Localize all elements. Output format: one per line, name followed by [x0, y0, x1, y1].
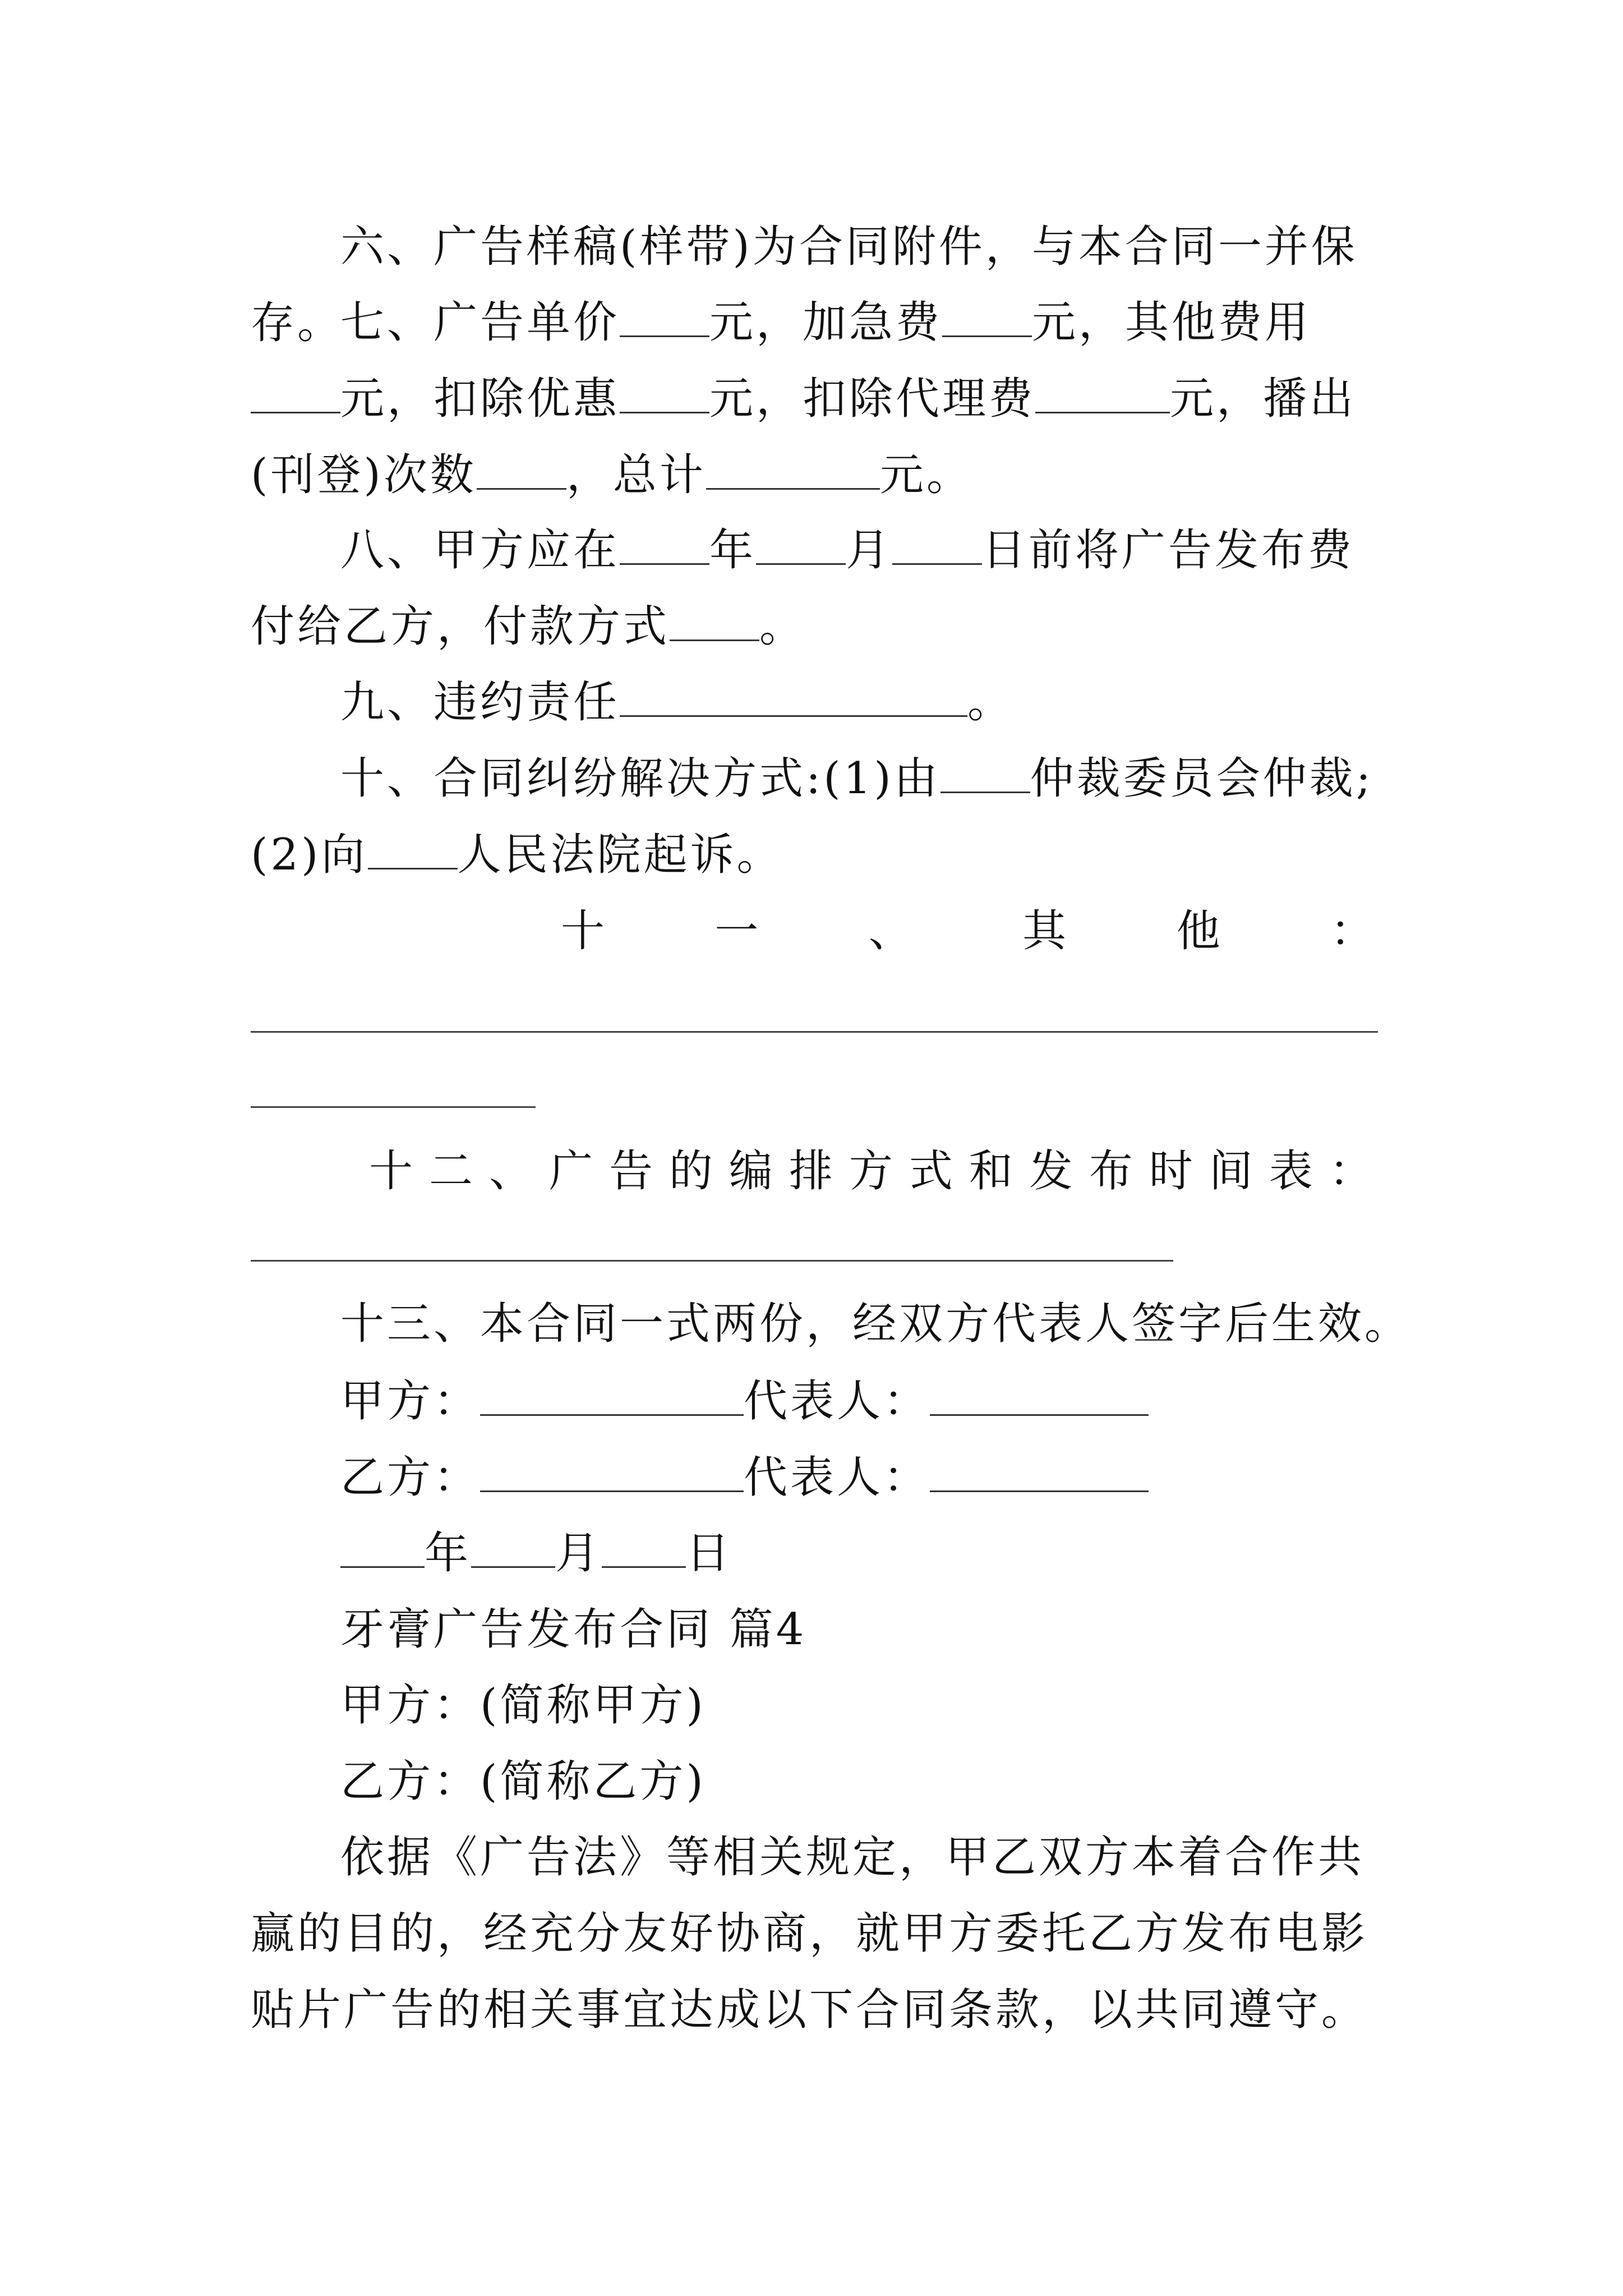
clause-7-text-f: 元，播出(刊登)次数: [251, 374, 1357, 500]
party-a-label: 甲方：: [340, 1376, 481, 1427]
month-blank: [756, 528, 846, 565]
representative-b-blank: [930, 1456, 1149, 1492]
clause-12-char: ：: [1329, 1146, 1373, 1197]
clause-9: [251, 664, 1395, 740]
sign-year-label: 年: [425, 1528, 472, 1579]
party-b-intro: 乙方：(简称乙方): [340, 1756, 706, 1807]
clause-12-char: 十: [369, 1146, 413, 1197]
signature-date-line: [340, 1515, 732, 1591]
clause-9-text-a: 九、违约责任: [340, 677, 620, 728]
sign-day-label: 日: [686, 1528, 733, 1579]
clause-11-blank-line-2: [251, 1106, 536, 1108]
payment-method-blank: [670, 605, 759, 641]
discount-blank: [620, 377, 709, 413]
clause-12-heading: [369, 1133, 1373, 1209]
clause-8-text-d: 日前将广告发布费付给乙方，付款方式: [251, 525, 1355, 652]
clause-12-char: 和: [969, 1146, 1013, 1197]
agency-fee-blank: [1035, 377, 1170, 413]
clause-9-text-b: 。: [967, 677, 1015, 728]
representative-a-blank: [930, 1379, 1149, 1416]
clause-11-blank-line-1: [251, 1031, 1378, 1033]
party-b-signature-line: [340, 1439, 1149, 1516]
clause-7-text-h: 元。: [879, 450, 973, 500]
clause-12-char: 编: [728, 1146, 773, 1197]
party-a-intro: 甲方：(简称甲方): [340, 1680, 706, 1731]
clause-11-char: 一: [714, 906, 759, 956]
representative-a-label: 代表人：: [744, 1376, 930, 1427]
clause-10-text-b: 仲裁委员会仲裁;(2)向: [251, 753, 1374, 880]
clause-13: 十三、本合同一式两份，经双方代表人签字后生效。: [340, 1299, 1412, 1349]
clause-7-text-e: 元，扣除代理费: [709, 374, 1036, 424]
party-a-name-blank: [480, 1379, 744, 1416]
unit-price-blank: [620, 301, 709, 337]
clause-8-text-a: 八、甲方应在: [340, 525, 620, 576]
contract-intro-paragraph: 依据《广告法》等相关规定，甲乙双方本着合作共赢的目的，经充分友好协商，就甲方委托乙方发布电影贴片广告的相关事宜达成以下合同条款，以共同遵守。: [251, 1832, 1368, 2035]
clause-8-text-b: 年: [709, 525, 757, 576]
clause-11-char: 其: [1022, 906, 1067, 956]
liability-blank: [620, 680, 967, 717]
sign-year-blank: [340, 1531, 425, 1568]
year-blank: [620, 528, 709, 565]
rush-fee-blank: [942, 301, 1032, 337]
party-b-label: 乙方：: [340, 1452, 481, 1503]
court-blank: [368, 833, 458, 869]
clause-7-text-c: 元，其他费用: [1032, 297, 1312, 348]
representative-b-label: 代表人：: [744, 1452, 930, 1503]
clause-7-text-a: 七、广告单价: [340, 297, 620, 348]
day-blank: [892, 528, 982, 565]
clause-12-char: 时: [1149, 1146, 1193, 1197]
sign-month-blank: [471, 1531, 555, 1568]
sign-month-label: 月: [555, 1528, 602, 1579]
clause-12-char: 、: [488, 1146, 533, 1197]
clause-8: [251, 512, 1395, 665]
clause-12-char: 式: [909, 1146, 953, 1197]
party-a-signature-line: [340, 1363, 1149, 1439]
clause-12-char: 告: [608, 1146, 653, 1197]
clause-12-char: 间: [1209, 1146, 1253, 1197]
clause-12-char: 方: [849, 1146, 893, 1197]
sign-day-blank: [602, 1531, 686, 1568]
clause-12-blank-line: [251, 1260, 1173, 1262]
clause-11-heading: [561, 893, 1374, 969]
clause-8-text-e: 。: [759, 601, 806, 652]
clause-10-text-c: 人民法院起诉。: [457, 830, 783, 880]
clause-7-text-d: 元，扣除优惠: [340, 374, 620, 424]
contract-title: 牙膏广告发布合同 篇4: [340, 1604, 807, 1655]
clause-11-char: 、: [868, 906, 912, 956]
clause-12-char: 二: [428, 1146, 473, 1197]
clause-11-char: 他: [1176, 906, 1220, 956]
clause-12-char: 排: [789, 1146, 833, 1197]
clause-8-text-c: 月: [846, 525, 893, 576]
clause-11-char: 十: [561, 906, 605, 956]
broadcast-count-blank: [477, 453, 566, 490]
other-fee-blank: [251, 377, 340, 413]
clause-12-char: 布: [1089, 1146, 1133, 1197]
total-blank: [706, 453, 880, 490]
clause-12-char: 的: [668, 1146, 713, 1197]
clause-12-char: 广: [548, 1146, 593, 1197]
clause-7-text-b: 元，加急费: [709, 297, 943, 348]
arbitration-blank: [940, 757, 1030, 793]
party-b-name-blank: [480, 1456, 744, 1492]
clause-12-char: 发: [1029, 1146, 1073, 1197]
clause-6: 六、广告样稿(样带)为合同附件，与本合同一并保存。: [251, 222, 1358, 348]
clause-10: [251, 740, 1395, 893]
clause-10-text-a: 十、合同纠纷解决方式:(1)由: [340, 753, 940, 804]
clause-7: [251, 284, 1395, 513]
clause-7-text-g: ，总计: [566, 450, 706, 500]
clause-12-char: 表: [1269, 1146, 1313, 1197]
clause-11-char: ：: [1330, 906, 1374, 956]
